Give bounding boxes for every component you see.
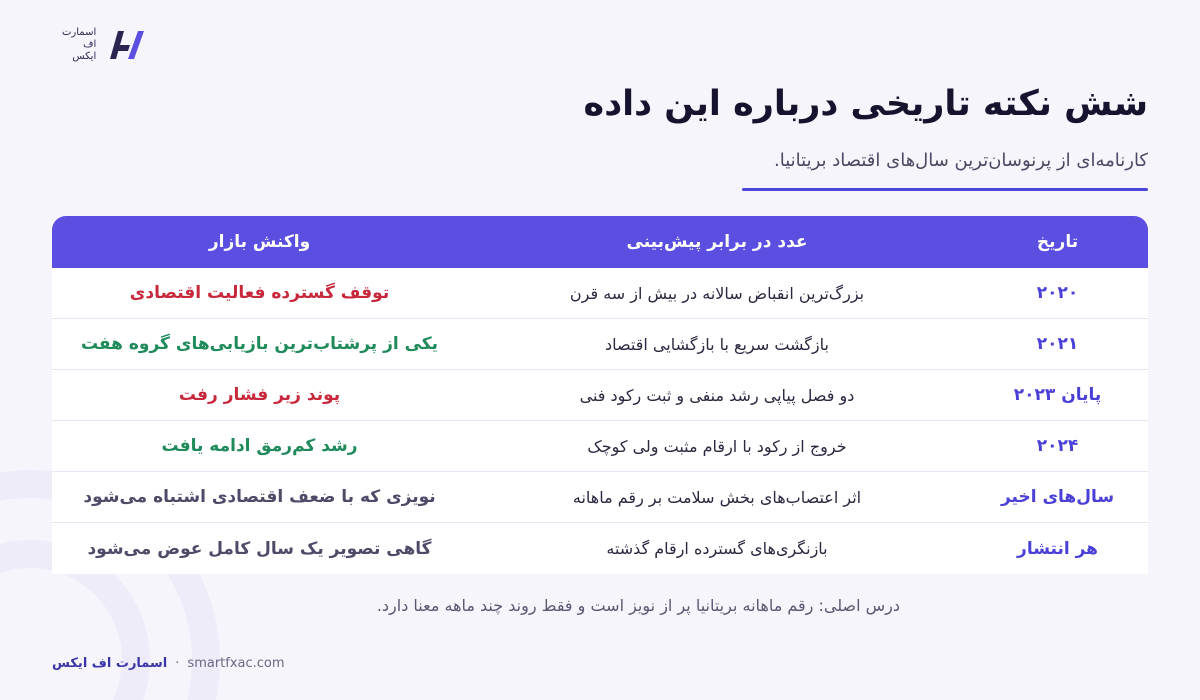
page-title: شش نکته تاریخی درباره این داده	[583, 84, 1148, 124]
logo-wordmark	[62, 27, 96, 63]
footer-separator: ·	[175, 656, 180, 671]
row-date: سال‌های اخیر	[1000, 487, 1115, 507]
header-reaction: واکنش بازار	[208, 232, 311, 252]
row-reaction: گاهی تصویر یک سال کامل عوض می‌شود	[87, 538, 432, 559]
row-date: ۲۰۲۴	[1036, 436, 1079, 456]
table-row	[52, 370, 1148, 421]
row-figure: بزرگ‌ترین انقباض سالانه در بیش از سه قرن	[569, 283, 865, 303]
row-figure: بازنگری‌های گسترده ارقام گذشته	[606, 539, 828, 558]
row-figure: اثر اعتصاب‌های بخش سلامت بر رقم ماهانه	[572, 487, 862, 507]
row-reaction: توقف گسترده فعالیت اقتصادی	[129, 283, 390, 303]
row-date: ۲۰۲۱	[1036, 334, 1079, 354]
row-reaction: نویزی که با ضعف اقتصادی اشتباه می‌شود	[83, 487, 436, 507]
logo-mark-icon	[104, 25, 146, 65]
history-table	[52, 216, 1148, 574]
row-figure: بازگشت سریع با بازگشایی اقتصاد	[605, 334, 829, 354]
table-header	[52, 216, 1148, 268]
header-figure: عدد در برابر پیش‌بینی	[626, 232, 808, 252]
row-reaction: یکی از پرشتاب‌ترین بازیابی‌های گروه هفت	[80, 334, 439, 354]
logo-line-3: ایکس	[72, 51, 97, 62]
key-lesson-note: درس اصلی: رقم ماهانه بریتانیا پر از نویز است و فقط روند چند ماهه معنا دارد.	[376, 596, 900, 615]
table-row	[52, 319, 1148, 370]
brand-logo	[62, 22, 172, 68]
row-date: هر انتشار	[1017, 538, 1098, 559]
table-row	[52, 421, 1148, 472]
row-figure: دو فصل پیاپی رشد منفی و ثبت رکود فنی	[579, 385, 855, 405]
header-date: تاریخ	[1036, 232, 1079, 252]
row-date: پایان ۲۰۲۳	[1013, 385, 1102, 405]
footer-url[interactable]: smartfxac.com	[187, 656, 285, 671]
row-date: ۲۰۲۰	[1036, 283, 1079, 303]
page-subtitle: کارنامه‌ای از پرنوسان‌ترین سال‌های اقتصاد بریتانیا.	[774, 150, 1148, 171]
title-underline	[742, 188, 1148, 191]
row-reaction: پوند زیر فشار رفت	[178, 385, 341, 405]
row-reaction: رشد کم‌رمق ادامه یافت	[161, 436, 358, 456]
table-row	[52, 268, 1148, 319]
table-row	[52, 523, 1148, 574]
logo-line-1: اسمارت	[62, 27, 97, 38]
footer-brand: اسمارت اف ایکس	[52, 656, 168, 671]
row-figure: خروج از رکود با ارقام مثبت ولی کوچک	[587, 436, 847, 456]
footer	[52, 656, 285, 671]
logo-line-2: اف	[83, 39, 97, 50]
table-row	[52, 472, 1148, 523]
